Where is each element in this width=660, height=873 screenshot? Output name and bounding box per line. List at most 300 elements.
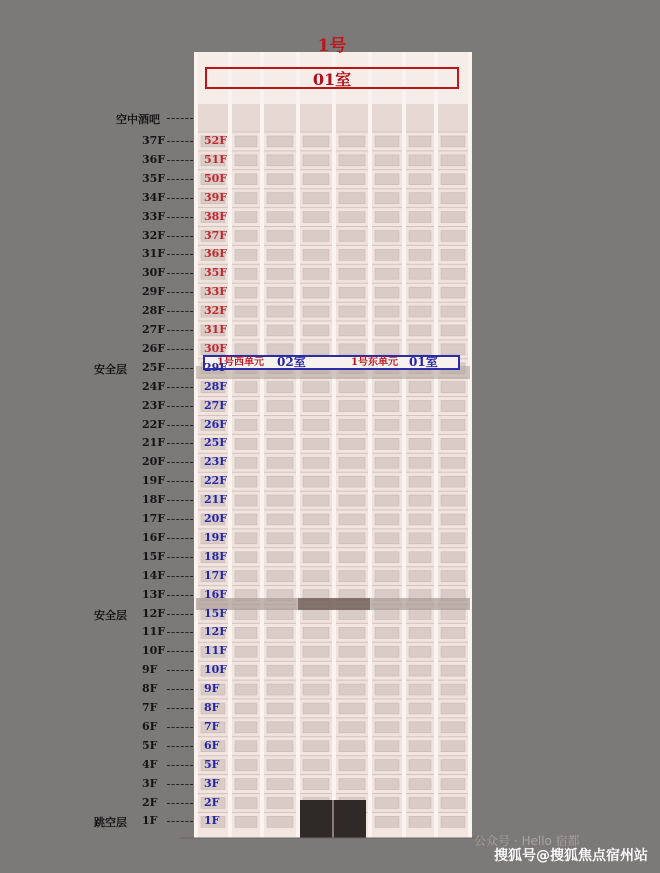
leader-dash (167, 727, 193, 728)
floor-label: 13F (142, 587, 166, 601)
window (303, 249, 329, 260)
leader-dash (167, 141, 193, 142)
window (409, 268, 431, 279)
pier (402, 52, 406, 838)
pier (296, 52, 300, 838)
window (235, 533, 257, 544)
window (409, 495, 431, 506)
window (303, 703, 329, 714)
leader-dash (167, 387, 193, 388)
floor-label: 2F (142, 795, 158, 809)
window (409, 627, 431, 638)
floor-label: 8F (142, 682, 158, 696)
leader-dash (167, 651, 193, 652)
window (235, 401, 257, 412)
leader-dash (167, 614, 193, 615)
window (375, 533, 399, 544)
window (235, 703, 257, 714)
window (441, 722, 465, 733)
window (441, 684, 465, 695)
window (375, 627, 399, 638)
window (267, 231, 293, 242)
window (267, 306, 293, 317)
window (441, 155, 465, 166)
actual-floor-label: 1F (204, 814, 220, 828)
actual-floor-label: 25F (204, 436, 228, 450)
window (441, 136, 465, 147)
window (375, 306, 399, 317)
actual-floor-label: 19F (204, 530, 228, 544)
window (375, 665, 399, 676)
window (235, 268, 257, 279)
leader-dash (167, 217, 193, 218)
leader-dash (167, 632, 193, 633)
window (235, 155, 257, 166)
west-room-label: 02室 (277, 355, 306, 369)
window (235, 571, 257, 582)
window (441, 287, 465, 298)
leader-dash (167, 406, 193, 407)
floor-label: 28F (142, 304, 166, 318)
window (339, 741, 365, 752)
actual-floor-label: 36F (204, 247, 228, 261)
zone-label: 安全层 (94, 608, 127, 622)
window (409, 193, 431, 204)
window (375, 552, 399, 563)
window (267, 722, 293, 733)
window (409, 401, 431, 412)
floor-label: 21F (142, 436, 166, 450)
leader-dash (167, 273, 193, 274)
window (375, 779, 399, 790)
window (303, 665, 329, 676)
window (409, 287, 431, 298)
window (409, 684, 431, 695)
window (441, 249, 465, 260)
window (375, 684, 399, 695)
window (235, 514, 257, 525)
window (441, 193, 465, 204)
rooftop-dash (167, 118, 193, 119)
floor-label: 25F (142, 360, 166, 374)
window (339, 552, 365, 563)
pier (468, 52, 472, 838)
window (375, 193, 399, 204)
actual-floor-label: 23F (204, 455, 228, 469)
actual-floor-label: 6F (204, 738, 220, 752)
actual-floor-label: 27F (204, 398, 228, 412)
leader-dash (167, 311, 193, 312)
window (339, 401, 365, 412)
window (339, 193, 365, 204)
window (375, 476, 399, 487)
window (441, 268, 465, 279)
window (235, 495, 257, 506)
window (441, 816, 465, 827)
window (303, 552, 329, 563)
window (441, 779, 465, 790)
east-unit-label: 1号东单元 (351, 357, 398, 368)
window (303, 174, 329, 185)
window (235, 816, 257, 827)
window (441, 306, 465, 317)
window (375, 249, 399, 260)
floor-label: 22F (142, 417, 166, 431)
window (303, 533, 329, 544)
window (267, 533, 293, 544)
window (409, 174, 431, 185)
window (441, 665, 465, 676)
window (375, 609, 399, 620)
window (409, 382, 431, 393)
leader-dash (167, 576, 193, 577)
pier (368, 52, 372, 838)
window (375, 382, 399, 393)
window (339, 420, 365, 431)
leader-dash (167, 765, 193, 766)
window (235, 476, 257, 487)
window (267, 136, 293, 147)
window (441, 420, 465, 431)
window (441, 476, 465, 487)
actual-floor-label: 16F (204, 587, 228, 601)
window (303, 476, 329, 487)
window (235, 609, 257, 620)
leader-dash (167, 557, 193, 558)
window (375, 703, 399, 714)
window (267, 627, 293, 638)
leader-dash (167, 689, 193, 690)
window (409, 798, 431, 809)
window (409, 760, 431, 771)
window (409, 476, 431, 487)
window (375, 438, 399, 449)
window (303, 420, 329, 431)
window (267, 155, 293, 166)
window (303, 779, 329, 790)
east-room-label: 01室 (409, 355, 438, 369)
window (235, 552, 257, 563)
window (441, 646, 465, 657)
floor-label: 18F (142, 493, 166, 507)
window (375, 816, 399, 827)
floor-label: 11F (142, 625, 166, 639)
window (339, 155, 365, 166)
window (267, 741, 293, 752)
floor-label: 4F (142, 757, 158, 771)
window (267, 665, 293, 676)
pier (332, 52, 336, 838)
window (267, 438, 293, 449)
window (267, 514, 293, 525)
floor-label: 16F (142, 530, 166, 544)
window (441, 401, 465, 412)
window (267, 193, 293, 204)
window (441, 344, 465, 355)
actual-floor-label: 26F (204, 417, 228, 431)
window (339, 760, 365, 771)
actual-floor-label: 20F (204, 512, 228, 525)
leader-dash (167, 236, 193, 237)
window (267, 457, 293, 468)
leader-dash (167, 670, 193, 671)
refuge-floor-dark (298, 598, 370, 610)
window (339, 665, 365, 676)
window (409, 816, 431, 827)
window (267, 779, 293, 790)
window (235, 627, 257, 638)
window (441, 533, 465, 544)
window (339, 646, 365, 657)
window (235, 665, 257, 676)
window (375, 268, 399, 279)
actual-floor-label: 18F (204, 549, 228, 563)
window (441, 552, 465, 563)
window (375, 136, 399, 147)
pier (260, 52, 264, 838)
leader-dash (167, 160, 193, 161)
window (267, 571, 293, 582)
window (375, 231, 399, 242)
window (375, 325, 399, 336)
floor-label: 15F (142, 549, 166, 563)
window (339, 703, 365, 714)
floor-label: 33F (142, 209, 166, 223)
building-title: 1号 (317, 36, 347, 56)
leader-dash (167, 368, 193, 369)
leader-dash (167, 330, 193, 331)
actual-floor-label: 12F (204, 625, 228, 639)
leader-dash (167, 292, 193, 293)
window (339, 136, 365, 147)
floor-label: 17F (142, 512, 166, 525)
leader-dash (167, 462, 193, 463)
window (235, 798, 257, 809)
actual-floor-label: 37F (204, 228, 228, 242)
window (235, 382, 257, 393)
window (303, 401, 329, 412)
floor-label: 31F (142, 247, 166, 261)
window (303, 495, 329, 506)
actual-floor-label: 5F (204, 757, 220, 771)
floor-label: 27F (142, 323, 166, 336)
window (303, 155, 329, 166)
window (409, 306, 431, 317)
leader-dash (167, 538, 193, 539)
window (375, 401, 399, 412)
window (267, 646, 293, 657)
window (409, 703, 431, 714)
floor-label: 36F (142, 152, 166, 166)
actual-floor-label: 9F (204, 682, 220, 696)
window (409, 136, 431, 147)
window (375, 722, 399, 733)
window (409, 722, 431, 733)
window (409, 571, 431, 582)
actual-floor-label: 7F (204, 719, 220, 733)
window (339, 249, 365, 260)
floor-label: 5F (142, 738, 158, 752)
window (267, 401, 293, 412)
zone-label: 跳空层 (94, 816, 127, 830)
floor-label: 19F (142, 474, 166, 488)
floor-label: 35F (142, 171, 166, 185)
actual-floor-label: 33F (204, 285, 228, 299)
window (303, 760, 329, 771)
window (441, 609, 465, 620)
window (375, 420, 399, 431)
window (441, 231, 465, 242)
window (235, 193, 257, 204)
window (235, 646, 257, 657)
window (235, 420, 257, 431)
leader-dash (167, 198, 193, 199)
window (339, 684, 365, 695)
window (441, 212, 465, 223)
window (303, 268, 329, 279)
window (339, 609, 365, 620)
floor-label: 37F (142, 134, 166, 147)
window (235, 457, 257, 468)
window (375, 212, 399, 223)
leader-dash (167, 746, 193, 747)
actual-floor-label: 21F (204, 493, 228, 507)
leader-dash (167, 595, 193, 596)
window (235, 287, 257, 298)
window (409, 438, 431, 449)
window (267, 249, 293, 260)
actual-floor-label: 51F (204, 152, 228, 166)
window (303, 627, 329, 638)
window (441, 627, 465, 638)
window (409, 741, 431, 752)
window (375, 646, 399, 657)
window (303, 325, 329, 336)
window (267, 552, 293, 563)
window (267, 174, 293, 185)
actual-floor-label: 52F (204, 134, 228, 147)
window (339, 268, 365, 279)
window (235, 438, 257, 449)
window (441, 174, 465, 185)
pier (228, 52, 232, 838)
window (303, 212, 329, 223)
window (267, 420, 293, 431)
window (303, 382, 329, 393)
window (235, 306, 257, 317)
window (267, 382, 293, 393)
floor-label: 23F (142, 398, 166, 412)
window (375, 514, 399, 525)
window (339, 287, 365, 298)
floor-label: 32F (142, 228, 166, 242)
window (267, 287, 293, 298)
leader-dash (167, 425, 193, 426)
window (267, 344, 293, 355)
window (441, 798, 465, 809)
actual-floor-label: 38F (204, 209, 228, 223)
window (375, 741, 399, 752)
leader-dash (167, 349, 193, 350)
window (303, 646, 329, 657)
actual-floor-label: 39F (204, 190, 228, 204)
floor-label: 29F (142, 285, 166, 299)
window (267, 703, 293, 714)
pier (194, 52, 198, 838)
window (235, 212, 257, 223)
window (339, 174, 365, 185)
window (375, 798, 399, 809)
window (235, 231, 257, 242)
window (441, 741, 465, 752)
window (409, 779, 431, 790)
window (409, 514, 431, 525)
window (267, 212, 293, 223)
window (409, 249, 431, 260)
window (375, 287, 399, 298)
window (303, 231, 329, 242)
window (441, 325, 465, 336)
window (339, 476, 365, 487)
window (235, 136, 257, 147)
window (339, 779, 365, 790)
floor-label: 14F (142, 568, 166, 582)
window (235, 344, 257, 355)
window (267, 609, 293, 620)
top-room-label: 01室 (205, 67, 459, 89)
window (303, 438, 329, 449)
window (267, 495, 293, 506)
window (303, 571, 329, 582)
leader-dash (167, 784, 193, 785)
window (303, 609, 329, 620)
window (375, 155, 399, 166)
floor-label: 6F (142, 719, 158, 733)
floor-label: 7F (142, 701, 158, 714)
window (441, 571, 465, 582)
window (303, 287, 329, 298)
window (267, 816, 293, 827)
window (339, 457, 365, 468)
actual-floor-label: 17F (204, 568, 228, 582)
floor-label: 30F (142, 266, 166, 280)
window (409, 155, 431, 166)
window (235, 760, 257, 771)
window (409, 457, 431, 468)
window (409, 325, 431, 336)
floor-label: 1F (142, 814, 158, 828)
source-watermark: 搜狐号@搜狐焦点宿州站 (494, 848, 648, 864)
window (441, 760, 465, 771)
window (339, 722, 365, 733)
actual-floor-label: 22F (204, 474, 228, 488)
actual-floor-label: 8F (204, 701, 220, 714)
floor-label: 26F (142, 341, 166, 355)
window (409, 609, 431, 620)
leader-dash (167, 500, 193, 501)
floor-label: 24F (142, 379, 166, 393)
window (409, 533, 431, 544)
window (235, 174, 257, 185)
window (339, 231, 365, 242)
window (303, 514, 329, 525)
window (409, 665, 431, 676)
window (409, 231, 431, 242)
window (267, 684, 293, 695)
floor-label: 12F (142, 606, 166, 620)
pier (434, 52, 438, 838)
window (303, 136, 329, 147)
